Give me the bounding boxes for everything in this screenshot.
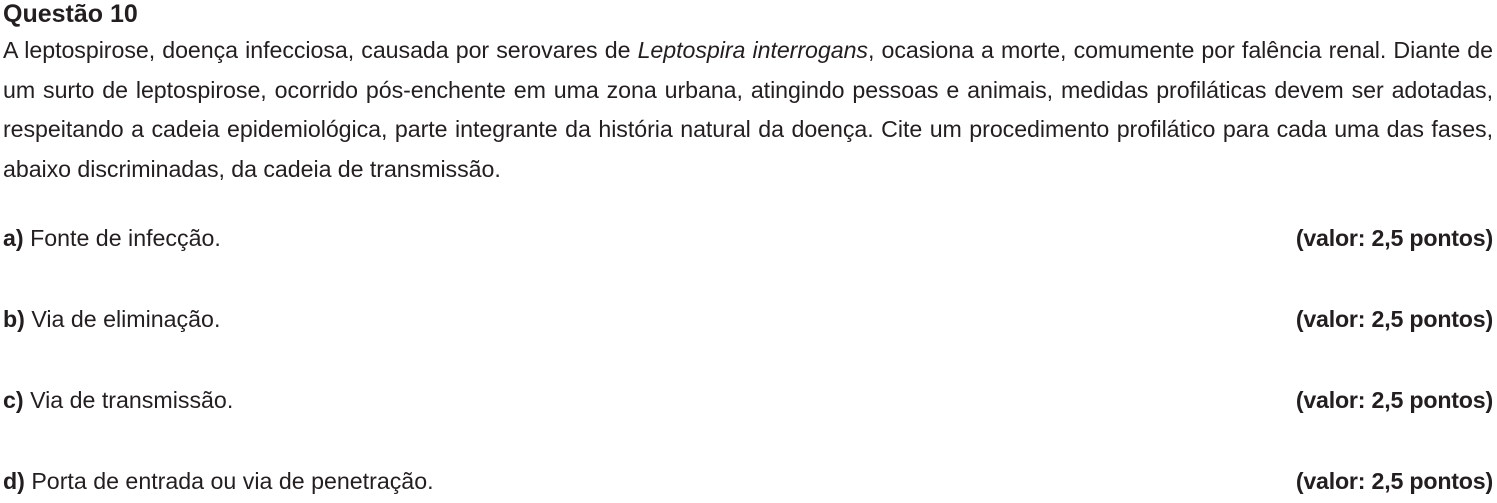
item-b-text: Via de eliminação. — [24, 306, 221, 333]
item-a-letter: a) — [3, 225, 24, 252]
item-d-text: Porta de entrada ou via de penetração. — [24, 468, 434, 495]
item-b-score: (valor: 2,5 pontos) — [1295, 306, 1493, 333]
item-a-statement — [3, 223, 221, 253]
item-c-score: (valor: 2,5 pontos) — [1295, 387, 1493, 414]
item-c-statement — [3, 385, 233, 415]
item-a-text: Fonte de infecção. — [23, 225, 221, 252]
species-name: Leptospira interrogans — [637, 37, 868, 63]
question-title: Questão 10 — [3, 0, 138, 28]
item-b-letter: b) — [3, 306, 25, 333]
stem-text-after-species: , ocasiona a morte, comumente por falência renal. Diante de um surto de leptospirose, ocorrido pós-enchente em uma zona urbana, atingindo pessoas e animais, medidas profiláticas devem ser adotadas, respeitando a cadeia epidemiológica, parte integrante da história natural da doença. Cite um procedimento profilático para cada uma das fases, abaixo discriminadas, da cadeia de transmissão. — [3, 37, 1493, 182]
item-d-statement — [3, 466, 434, 496]
item-d-score: (valor: 2,5 pontos) — [1295, 468, 1493, 495]
item-b — [3, 304, 1493, 334]
item-c-text: Via de transmissão. — [23, 387, 234, 414]
stem-text-before-species: A leptospirose, doença infecciosa, causada por serovares de — [3, 37, 638, 63]
question-stem — [3, 31, 1493, 189]
item-c-letter: c) — [3, 387, 24, 414]
question-items — [3, 223, 1493, 496]
item-c — [3, 385, 1493, 415]
item-a — [3, 223, 1493, 253]
item-b-statement — [3, 304, 220, 334]
item-a-score: (valor: 2,5 pontos) — [1295, 225, 1493, 252]
item-d-letter: d) — [3, 468, 25, 495]
item-d — [3, 466, 1493, 496]
